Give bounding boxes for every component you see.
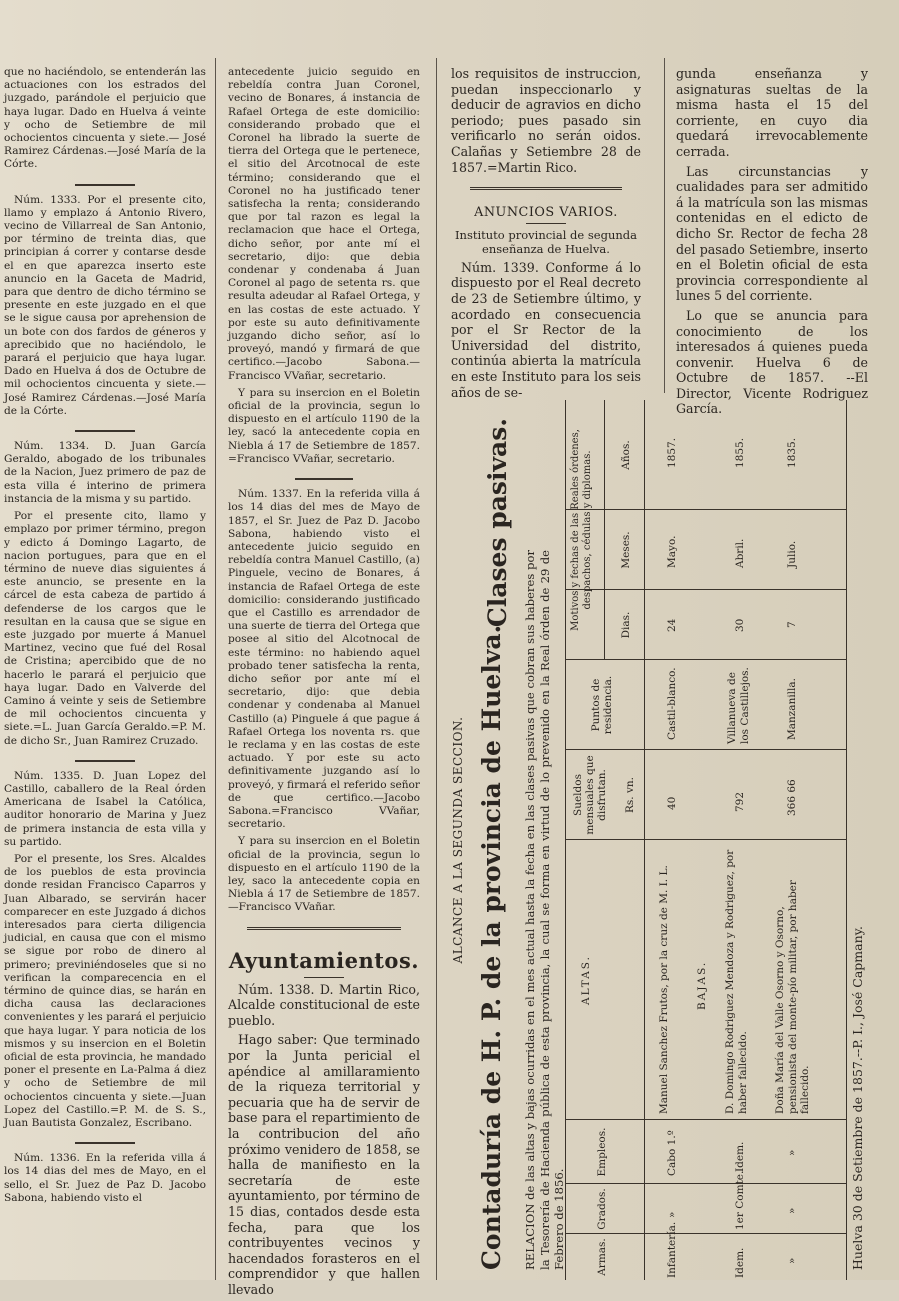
section-heading: ANUNCIOS VARIOS. (474, 205, 618, 221)
banner: ALCANCE A LA SEGUNDA SECCION. (451, 716, 465, 964)
column-3 (451, 66, 641, 404)
notice-1338: Núm. 1338. D. Martin Rico, Alcalde constitucional de este pueblo. (228, 981, 420, 1028)
notice-1333: Núm. 1333. Por el presente cito, llamo y emplazo á Antonio Rivero, vecino de Villarreal de San Antonio, por término de treinta dias, que principian á correr y contarse desde el en que aparezca inserto este anuncio en la Gaceta de Madrid, para que dentro de dicho término se presente en este juzgado en el que se le sigue causa por aprehension de un bote con dos fardos de géneros y aprecibido que no haciéndolo, le parará el perjuicio que haya lugar. Dado en Huelva á dos de Octubre de mil ochocientos cincuenta y siete.—José Ramirez Cárdenas.—José María de la Córte. (4, 193, 206, 417)
separator (4, 176, 206, 194)
paragraph: los requisitos de instruccion, puedan inspeccionarlo y deducir de agravios en dicho periodo; pues pasado sin verificarlo no serán oidos. Calañas y Setiembre 28 de 1857.=Martin Rico. (451, 66, 641, 175)
cell-nombre: Manuel Sanchez Frutos, por la cruz de M. I. L. (658, 865, 670, 1114)
cell-empleo: Cabo 1.º (666, 1130, 678, 1176)
cell-empleo: » (786, 1149, 798, 1156)
header-rs: Rs. vn. (624, 777, 636, 814)
separator (228, 470, 420, 488)
paragraph: Por el presente cito, llamo y emplazo por primer término, pregon y edicto á Domingo Lagarto, de nacion portugues, para que en el término de nueve dias siguientes á este anuncio, se presente en la cárcel de esta cabeza de partido á defenderse de los cargos que le resultan en la causa que se sigue en este juzgado por muerte á Manuel Martinez, vecino que fué del Rosal de Cristina; apercibido que de no hacerlo le parará el perjuicio que haya lugar. Dado en Valverde del Camino á veinte y seis de Setiembre de mil ochocientos cincuenta y siete.=L. Juan García Geraldo.=P. M. de dicho Sr., Juan Ramirez Cruzado. (4, 510, 206, 747)
notice-1339: Núm. 1339. Conforme á lo dispuesto por el Real decreto de 23 de Setiembre último, y acordado en consecuencia por el Sr Rector de la Universidad del distrito, continúa abierta la matrícula en este Instituto para los seis años de se- (451, 259, 641, 400)
paragraph: gunda enseñanza y asignaturas sueltas de la misma hasta el 15 del corriente, en cuyo dia quedará irrevocablemente cerrada. (676, 66, 868, 159)
notice-1337: Núm. 1337. En la referida villa á los 14 dias del mes de Mayo de 1857, el Sr. Juez de Paz D. Jacobo Sabona, habiendo visto el antecedente juicio seguido en rebeldía contra Manuel Castillo, (a) Pinguele, vecino de Bonares, á instancia de Rafael Ortega de este domicilio: considerando justificado que el Castillo es arrendador de una suerte de tierra del Ortega que posee al sitio del Alcotnocal de este término: no habiendo aquel probado tener satisfecha la renta, dicho señor por ante mí el secretario, dijo: que debia condenar y condenaba al Manuel Castillo (a) Pinguele á que pague á Rafael Ortega los noventa rs. que le reclama y en las costas de este actuado. Y por este su acto definitivamente juzgando así lo proveyó, y firmará el referido señor de que certifico.—Jacobo Sabona.=Francisco VVañar, secretario. (228, 488, 420, 831)
paragraph: Y para su insercion en el Boletin oficial de la provincia, segun lo dispuesto en el artículo 1190 de la ley, saco la antecedente copia en Niebla á 17 de Setiembre de 1857.—Francisco VVañar. (228, 835, 420, 914)
header-grados: Grados. (596, 1188, 608, 1230)
header-sueldos: Sueldos mensuales que disfrutan. (572, 755, 608, 835)
cell-nombre: Doña María del Valle Osorno y Osorno, pensionista del monte-pío militar, por haber fallecido. (774, 880, 811, 1114)
separator (4, 1134, 206, 1152)
cell-ano: 1835. (786, 437, 798, 468)
cell-grado: » (666, 1211, 678, 1218)
institution-name: Instituto provincial de segunda enseñanza de Huelva. (455, 227, 637, 256)
section-heading: Ayuntamientos. (228, 947, 420, 973)
cell-mes: Mayo. (666, 535, 678, 568)
header-altas: ALTAS. (580, 955, 592, 1005)
cell-dia: 30 (734, 618, 746, 632)
section-title: Contaduría de H. P. de la provincia de Huelva. (477, 624, 506, 1270)
cell-dia: 24 (666, 618, 678, 632)
paragraph: que no haciéndolo, se entenderán las actuaciones con los estrados del juzgado, parándole el perjuicio que haya lugar. Dado en Huelva á veinte y ocho de Setiembre de mil ochocientos cincuenta y siete.— José Ramirez Cárdenas.—José María de la Córte. (4, 66, 206, 171)
cell-sueldo: 792 (734, 791, 746, 812)
notice-1335: Núm. 1335. D. Juan Lopez del Castillo, caballero de la Real órden Americana de Isabel la Católica, auditor honorario de Marina y Juez de primera instancia de esta villa y su partido. (4, 769, 206, 848)
header-empleos: Empleos. (596, 1127, 608, 1177)
paragraph: Y para su insercion en el Boletin oficial de la provincia, segun lo dispuesto en el artículo 1190 de la ley, sacó la antecedente copia en Niebla á 17 de Setiembre de 1857. =Francisco VVañar, secretario. (228, 386, 420, 465)
paragraph: antecedente juicio seguido en rebeldía contra Juan Coronel, vecino de Bonares, á instancia de Rafael Ortega de este domicilio: considerando probado que el Coronel ha librado la suerte de tierra del Ortega que le pertenece, el sitio del Arcotnocal de este término; considerando que el Coronel no ha justificado tener satisfecha la renta; considerando que por tal razon es legal la reclamacion que hace el Ortega, dicho señor, por ante mí el secretario, dijo: que debia condenar y condenaba á Juan Coronel al pago de setenta rs. que resulta adeudar al Rafael Ortega, y en las costas de este actuado. Y por este su auto definitivamente juzgando dicho señor, así lo proveyó, mandó y firmará de que certifico.—Jacobo Sabona.—Francisco VVañar, secretario. (228, 66, 420, 382)
cell-mes: Abril. (734, 538, 746, 568)
cell-mes: Julio. (786, 540, 798, 568)
cell-nombre: D. Domingo Rodriguez Mendoza y Rodriguez, por haber fallecido. (724, 849, 749, 1114)
table-footer: Huelva 30 de Setiembre de 1857.--P. I., José Capmany. (850, 925, 865, 1270)
cell-grado: 1er Comte. (734, 1170, 746, 1230)
cell-arma: » (786, 1257, 798, 1264)
header-anos: Años. (620, 440, 632, 470)
separator (4, 422, 206, 440)
separator (526, 223, 566, 224)
cell-arma: Idem. (734, 1247, 746, 1278)
cell-ano: 1855. (734, 437, 746, 468)
cell-empleo: Idem. (734, 1141, 746, 1172)
cell-sueldo: 366 66 (786, 779, 798, 816)
column-1 (4, 66, 206, 1209)
separator (304, 977, 344, 978)
separator (228, 919, 420, 937)
relation-text: RELACION de las altas y bajas ocurridas en el mes actual hasta la fecha en las clases pasivas que cobran sus haberes por la Tesorería de Hacienda pública de esta provincia, la cual se forma en virtud de lo prevenido en la Real órden de 29 de Febrero de 1856. (523, 550, 566, 1270)
bajas-label: BAJAS. (696, 960, 708, 1010)
cell-arma: Infantería. (666, 1221, 678, 1278)
header-meses: Meses. (620, 531, 632, 569)
cell-punto: Manzanilla. (786, 677, 798, 740)
cell-grado: » (786, 1207, 798, 1214)
notice-1334: Núm. 1334. D. Juan García Geraldo, abogado de los tribunales de la Nacion, Juez primero de paz de esta villa é interino de primera instancia de la misma y su partido. (4, 440, 206, 505)
column-4 (676, 66, 868, 421)
column-rule (436, 58, 437, 1280)
cell-punto: Castil-blanco. (666, 667, 678, 740)
section-subtitle: Clases pasivas. (483, 418, 512, 628)
header-motivos: Motivos y fechas de las Reales órdenes, despachos, cédulas y diplomas. (570, 429, 593, 631)
header-armas: Armas. (596, 1238, 608, 1276)
paragraph: Por el presente, los Sres. Alcaldes de los pueblos de esta provincia donde residan Francisco Caparros y Juan Albarado, se servirán hacer comparecer en este Juzgado á dichos interesados para cierta diligencia judicial, en causa que con el mismo se sigue por robo de dinero al primero; previniéndoseles que si no verifican la comparecencia en el término de quince dias, se harán en dicha causa las declaraciones convenientes y les parará el perjuicio que haya lugar. Y para noticia de los mismos y su insercion en el Boletin oficial de esta provincia, he mandado poner el presente en La-Palma á diez y ocho de Setiembre de mil ochocientos cincuenta y siete.—Juan Lopez del Castillo.=P. M. de S. S., Juan Bautista Gonzalez, Escribano. (4, 852, 206, 1130)
separator (4, 752, 206, 770)
column-rule (215, 58, 216, 1280)
cell-punto: Villanueva de los Castillejos. (726, 667, 751, 744)
column-rule (664, 58, 665, 393)
clases-pasivas-section (445, 400, 890, 1280)
paragraph: Hago saber: Que terminado por la Junta pericial el apéndice al amillaramiento de la riqueza territorial y pecuaria que ha de servir de base para el repartimiento de la contribucion del año próximo venidero de 1858, se halla de manifiesto en la secretaría de este ayuntamiento, por término de 15 dias, contados desde esta fecha, para que los contribuyentes vecinos y hacendados forasteros en el comprendidor y que hallen llevado (228, 1032, 420, 1297)
pension-table (565, 400, 847, 1280)
paragraph: Lo que se anuncia para conocimiento de los interesados á quienes pueda convenir. Huelva 6 de Octubre de 1857. --El Director, Vicente Rodriguez García. (676, 307, 868, 417)
cell-ano: 1857. (666, 437, 678, 468)
paragraph: Las circunstancias y cualidades para ser admitido á la matrícula son las mismas contenidas en el edicto de dicho Sr. Rector de fecha 28 del pasado Setiembre, inserto en el Boletin oficial de esta provincia correspondiente al lunes 5 del corriente. (676, 163, 868, 304)
header-puntos: Puntos de residencia. (590, 675, 614, 735)
header-dias: Dias. (620, 611, 632, 639)
separator (451, 179, 641, 197)
cell-dia: 7 (786, 621, 798, 628)
column-2 (228, 66, 420, 1301)
notice-1336: Núm. 1336. En la referida villa á los 14 dias del mes de Mayo, en el sello, el Sr. Juez de Paz D. Jacobo Sabona, habiendo visto el (4, 1152, 206, 1204)
cell-sueldo: 40 (666, 796, 678, 810)
